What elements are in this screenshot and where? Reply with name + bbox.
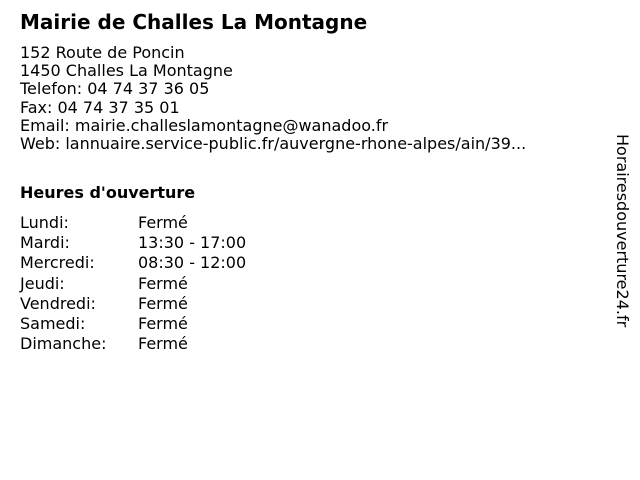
day-label: Mardi: bbox=[20, 233, 70, 253]
hours-row-jeudi bbox=[20, 274, 246, 294]
day-label: Dimanche: bbox=[20, 334, 107, 354]
opening-hours-table bbox=[20, 213, 246, 354]
day-hours: Fermé bbox=[138, 334, 188, 354]
day-label: Jeudi: bbox=[20, 273, 65, 293]
day-hours: Fermé bbox=[138, 273, 188, 293]
hours-row-dimanche bbox=[20, 334, 246, 354]
day-hours: Fermé bbox=[138, 213, 188, 232]
opening-hours-heading: Heures d'ouverture bbox=[20, 183, 196, 202]
hours-row-mardi bbox=[20, 233, 246, 253]
fax-line: Fax: 04 74 37 35 01 bbox=[20, 97, 180, 117]
day-hours: Fermé bbox=[138, 314, 188, 334]
day-label: Samedi: bbox=[20, 314, 86, 334]
contact-block bbox=[20, 44, 526, 153]
phone-line[interactable]: Telefon: 04 74 37 36 05 bbox=[20, 79, 210, 99]
hours-row-vendredi bbox=[20, 294, 246, 314]
site-brand-vertical: Horairesdouverture24.fr bbox=[613, 134, 632, 328]
hours-row-samedi bbox=[20, 314, 246, 334]
address-city: 1450 Challes La Montagne bbox=[20, 61, 233, 81]
day-hours: Fermé bbox=[138, 293, 188, 313]
day-label: Mercredi: bbox=[20, 253, 95, 273]
web-line[interactable]: Web: lannuaire.service-public.fr/auvergne-rhone-alpes/ain/39... bbox=[20, 134, 527, 154]
address-street: 152 Route de Poncin bbox=[20, 43, 185, 62]
day-label: Lundi: bbox=[20, 213, 69, 232]
page-title: Mairie de Challes La Montagne bbox=[20, 10, 368, 34]
day-hours: 13:30 - 17:00 bbox=[138, 233, 247, 253]
day-label: Vendredi: bbox=[20, 293, 96, 313]
day-hours: 08:30 - 12:00 bbox=[138, 253, 247, 273]
email-line[interactable]: Email: mairie.challeslamontagne@wanadoo.fr bbox=[20, 115, 389, 135]
hours-row-mercredi bbox=[20, 253, 246, 273]
hours-row-lundi bbox=[20, 213, 246, 233]
